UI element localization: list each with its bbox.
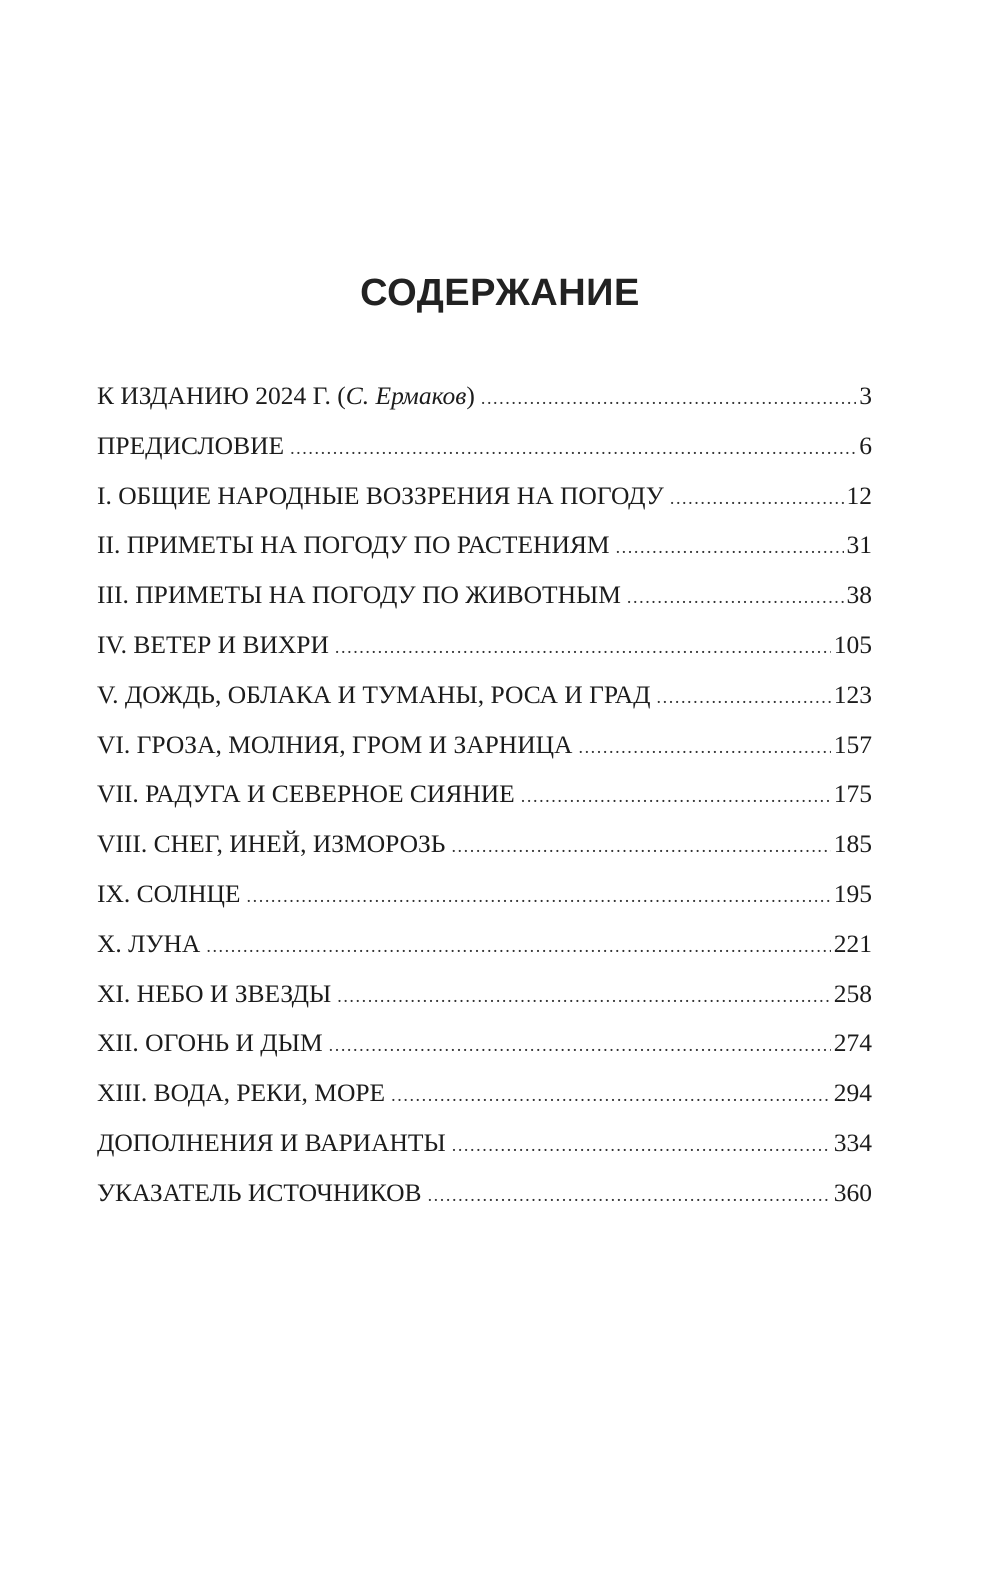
dot-leader: [452, 1121, 831, 1171]
toc-entry-chapter-8[interactable]: [97, 819, 872, 869]
toc-entry-title: VI. ГРОЗА, МОЛНИЯ, ГРОМ И ЗАРНИЦА: [97, 729, 573, 759]
toc-entry-title: XII. ОГОНЬ И ДЫМ: [97, 1028, 323, 1058]
dot-leader: [391, 1071, 831, 1121]
dot-leader: [247, 872, 831, 922]
toc-entry-page: 221: [833, 928, 872, 958]
toc-entry-chapter-11[interactable]: [97, 969, 872, 1019]
dot-leader: [337, 972, 831, 1022]
dot-leader: [616, 523, 844, 573]
toc-entry-page: 31: [846, 530, 872, 560]
toc-entry-page: 123: [833, 679, 872, 709]
dot-leader: [670, 474, 844, 524]
toc-entry-title: ПРЕДИСЛОВИЕ: [97, 430, 285, 460]
toc-entry-page: 274: [833, 1028, 872, 1058]
toc-entry-title: III. ПРИМЕТЫ НА ПОГОДУ ПО ЖИВОТНЫМ: [97, 580, 621, 610]
toc-entry-title: V. ДОЖДЬ, ОБЛАКА И ТУМАНЫ, РОСА И ГРАД: [97, 679, 651, 709]
dot-leader: [627, 573, 844, 623]
toc-entry-addenda[interactable]: [97, 1118, 872, 1168]
toc-entry-chapter-5[interactable]: [97, 670, 872, 720]
toc-entry-title: VIII. СНЕГ, ИНЕЙ, ИЗМОРОЗЬ: [97, 829, 446, 859]
dot-leader: [335, 623, 831, 673]
toc-entry-chapter-4[interactable]: [97, 620, 872, 670]
dot-leader: [657, 673, 831, 723]
toc-entry-chapter-1[interactable]: [97, 471, 872, 521]
toc-entry-chapter-6[interactable]: [97, 720, 872, 770]
dot-leader: [329, 1021, 831, 1071]
toc-entry-chapter-9[interactable]: [97, 869, 872, 919]
dot-leader: [428, 1171, 831, 1221]
toc-entry-page: 105: [833, 629, 872, 659]
toc-entry-page: 157: [833, 729, 872, 759]
toc-entry-page: 175: [833, 779, 872, 809]
toc-entry-title: XIII. ВОДА, РЕКИ, МОРЕ: [97, 1078, 386, 1108]
toc-entry-chapter-7[interactable]: [97, 769, 872, 819]
toc-entry-page: 38: [846, 580, 872, 610]
toc-entry-chapter-3[interactable]: [97, 570, 872, 620]
toc-entry-page: 195: [833, 878, 872, 908]
toc-entry-title: VII. РАДУГА И СЕВЕРНОЕ СИЯНИЕ: [97, 779, 515, 809]
toc-entry-page: 334: [833, 1127, 872, 1157]
toc-entry-prefix: К ИЗДАНИЮ 2024 Г. (: [97, 381, 346, 410]
dot-leader: [451, 822, 830, 872]
dot-leader: [481, 374, 856, 424]
dot-leader: [578, 723, 830, 773]
toc-entry-foreword[interactable]: [97, 421, 872, 471]
toc-entry-chapter-12[interactable]: [97, 1018, 872, 1068]
toc-entry-chapter-13[interactable]: [97, 1068, 872, 1118]
page-title: СОДЕРЖАНИЕ: [360, 272, 640, 314]
dot-leader: [521, 772, 831, 822]
toc-entry-title: X. ЛУНА: [97, 928, 201, 958]
toc-entry-chapter-10[interactable]: [97, 919, 872, 969]
dot-leader: [290, 424, 856, 474]
toc-entry-title: [97, 371, 475, 421]
toc-entry-page: 3: [859, 381, 872, 410]
toc-entry-author: С. Ермаков: [345, 381, 467, 410]
toc-entry-page: 6: [859, 430, 872, 460]
toc-entry-title: ДОПОЛНЕНИЯ И ВАРИАНТЫ: [97, 1127, 446, 1157]
toc-entry-page: 294: [833, 1078, 872, 1108]
toc-entry-sources-index[interactable]: [97, 1168, 872, 1218]
toc-entry-page: 360: [833, 1177, 872, 1207]
toc-entry-title: УКАЗАТЕЛЬ ИСТОЧНИКОВ: [97, 1177, 422, 1207]
toc-entry-page: 12: [846, 480, 872, 510]
toc-entry-title: I. ОБЩИЕ НАРОДНЫЕ ВОЗЗРЕНИЯ НА ПОГОДУ: [97, 480, 664, 510]
dot-leader: [206, 922, 830, 972]
toc-entry-chapter-2[interactable]: [97, 520, 872, 570]
toc-entry-title: II. ПРИМЕТЫ НА ПОГОДУ ПО РАСТЕНИЯМ: [97, 530, 610, 560]
toc-entry-title: XI. НЕБО И ЗВЕЗДЫ: [97, 978, 332, 1008]
table-of-contents: [97, 371, 872, 1218]
toc-entry-page: 185: [833, 829, 872, 859]
toc-entry-page: 258: [833, 978, 872, 1008]
toc-entry-title: IX. СОЛНЦЕ: [97, 878, 241, 908]
toc-entry-preface-2024[interactable]: [97, 371, 872, 421]
toc-entry-title: IV. ВЕТЕР И ВИХРИ: [97, 629, 329, 659]
toc-entry-suffix: ): [466, 381, 475, 410]
